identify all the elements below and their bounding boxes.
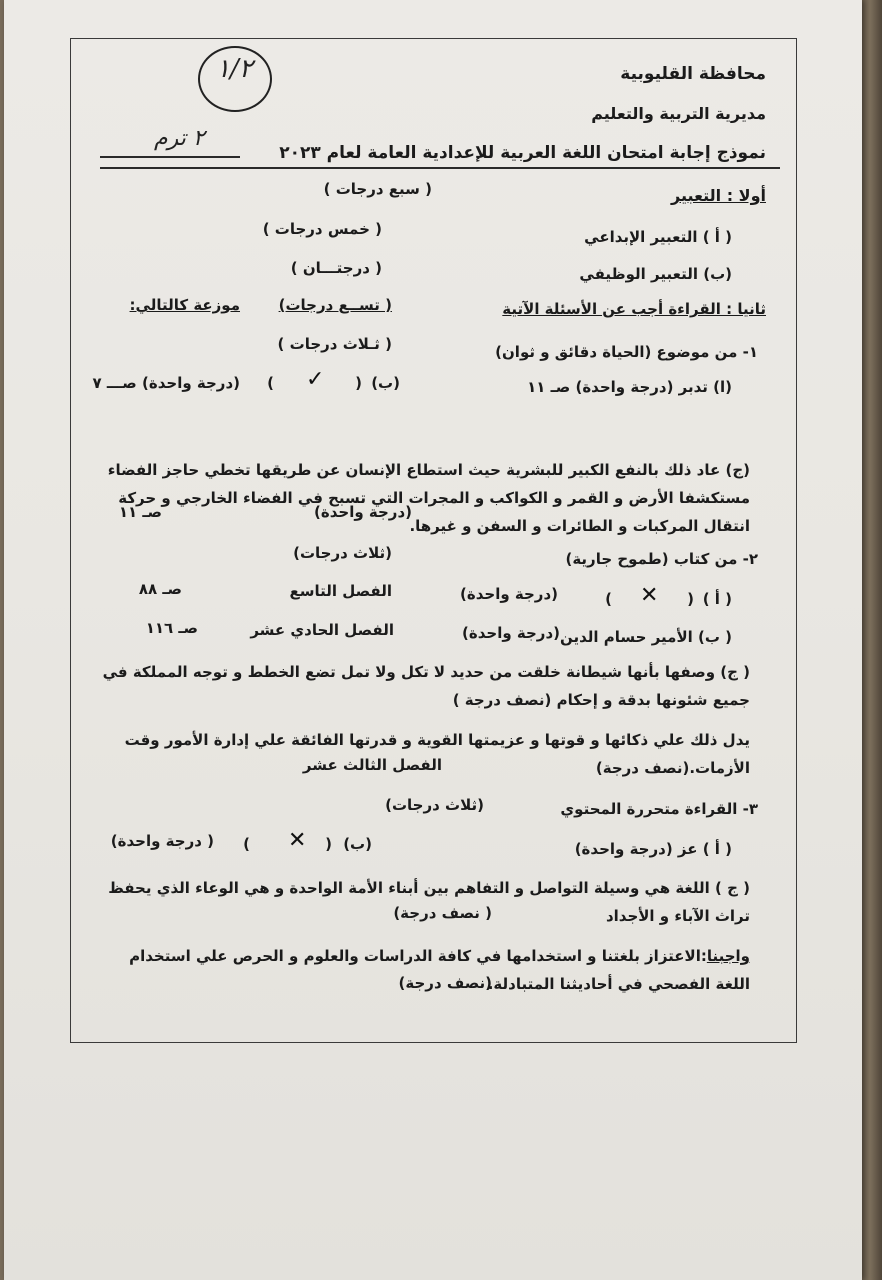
governorate-name: محافظة القليوبية (620, 64, 766, 84)
q2-b-grade: (درجة واحدة) (462, 624, 560, 642)
section2-grade: ( تســع درجات) (278, 296, 392, 314)
q2-c-explanation: يدل ذلك علي ذكائها و قوتها و عزيمتها القوية و قدرتها الفائقة علي إدارة الأمور وقت الأزمات.(نصف درجة) (124, 731, 750, 777)
q3-b-label: (ب) (343, 835, 372, 853)
q1-b-grade: (درجة واحدة) صـــ ٧ (92, 374, 240, 392)
cross-mark-icon: ✕ (640, 583, 659, 608)
q2-c-chapter: الفصل الثالث عشر (302, 756, 442, 774)
q2-a-page: صـ ٨٨ (138, 580, 182, 598)
handwritten-term-note: ٢ ترم (154, 126, 205, 151)
q1-c-page: صـ ١١ (118, 503, 162, 521)
q2-b-label: ( ب) الأمير حسام الدين (560, 628, 732, 646)
q3-title: ٣- القراءة متحررة المحتوي (560, 800, 758, 818)
page-fraction-handwritten: ١/٢ (216, 54, 253, 84)
q1-b-label: (ب) (371, 374, 400, 392)
q3-grade: (ثلاث درجات) (385, 796, 484, 814)
q2-a-label: ( أ ) (702, 590, 732, 608)
header-divider (100, 167, 780, 169)
section1-heading: أولا : التعبير (671, 186, 766, 205)
q3-b-paren-close: ) (243, 835, 250, 853)
q1-c-grade: (درجة واحدة) (314, 503, 412, 521)
q2-grade: (ثلاث درجات) (293, 544, 392, 562)
duty-grade: (نصف درجة) (398, 974, 492, 992)
section1-grade: ( سبع درجات ) (323, 180, 432, 198)
cross-mark-icon: ✕ (288, 828, 307, 853)
section2-heading: ثانيا : القراءة أجب عن الأسئلة الآتية (502, 300, 766, 318)
q3-b-grade: ( درجة واحدة) (110, 832, 214, 850)
section1-b-grade: ( درجتـــان ) (290, 259, 382, 277)
q1-b-paren-close: ) (267, 374, 274, 392)
q2-a-paren-close: ) (605, 590, 612, 608)
handwritten-underline (100, 156, 240, 158)
q2-b-page: صـ ١١٦ (145, 619, 198, 637)
q3-c-answer: ( ج ) اللغة هي وسيلة التواصل و التفاهم بين أبناء الأمة الواحدة و هي الوعاء الذي يحفظ تراث الآباء و الأجداد (108, 879, 750, 925)
q1-a: (ا) تدبر (درجة واحدة) صـ ١١ (527, 378, 732, 396)
section1-a-grade: ( خمس درجات ) (262, 220, 382, 238)
exam-title: نموذج إجابة امتحان اللغة العربية للإعدادية العامة لعام ٢٠٢٣ (279, 143, 766, 163)
q3-c-grade: ( نصف درجة) (393, 904, 492, 922)
q2-b-chapter: الفصل الحادي عشر (250, 621, 394, 639)
q1-c-answer: (ج) عاد ذلك بالنفع الكبير للبشرية حيث استطاع الإنسان عن طريقها تخطي حاجز الفضاء مستكشفا الأرض و القمر و الكواكب و المجرات التي تسبح في الفضاء الخارجي و حركة انتقال المركبات و الطائرات و السفن و غيرها. (107, 461, 750, 535)
q1-title: ١- من موضوع (الحياة دقائق و ثوان) (495, 343, 758, 361)
exam-answer-sheet (4, 0, 862, 1280)
q2-a-chapter: الفصل التاسع (289, 582, 392, 600)
directorate-name: مديرية التربية والتعليم (591, 104, 766, 123)
q1-grade: ( ثـلاث درجات ) (277, 335, 392, 353)
q3-a: ( أ ) عز (درجة واحدة) (574, 840, 732, 858)
section1-b-label: (ب) التعبير الوظيفي (579, 265, 732, 283)
q1-b-paren-open: ( (355, 374, 362, 392)
section2-distribution: موزعة كالتالي: (129, 296, 240, 314)
section1-a-label: ( أ ) التعبير الإبداعي (584, 228, 732, 246)
duty-text: :الاعتزاز بلغتنا و استخدامها في كافة الدراسات والعلوم و الحرص علي استخدام اللغة الفصحي في أحاديثنا المتبادلة. (129, 947, 750, 993)
check-mark-icon: ✓ (306, 367, 325, 392)
q2-c-answer: ( ج) وصفها بأنها شيطانة خلقت من حديد لا تكل ولا تمل تضع الخطط و توجه المملكة في جميع شئونها بدقة و إحكام (نصف درجة ) (102, 663, 750, 709)
duty-label: واجبنا (706, 947, 750, 965)
q3-b-paren-open: ( (325, 835, 332, 853)
q2-title: ٢- من كتاب (طموح جارية) (565, 550, 758, 568)
q2-a-grade: (درجة واحدة) (460, 585, 558, 603)
q2-a-paren-open: ( (687, 590, 694, 608)
